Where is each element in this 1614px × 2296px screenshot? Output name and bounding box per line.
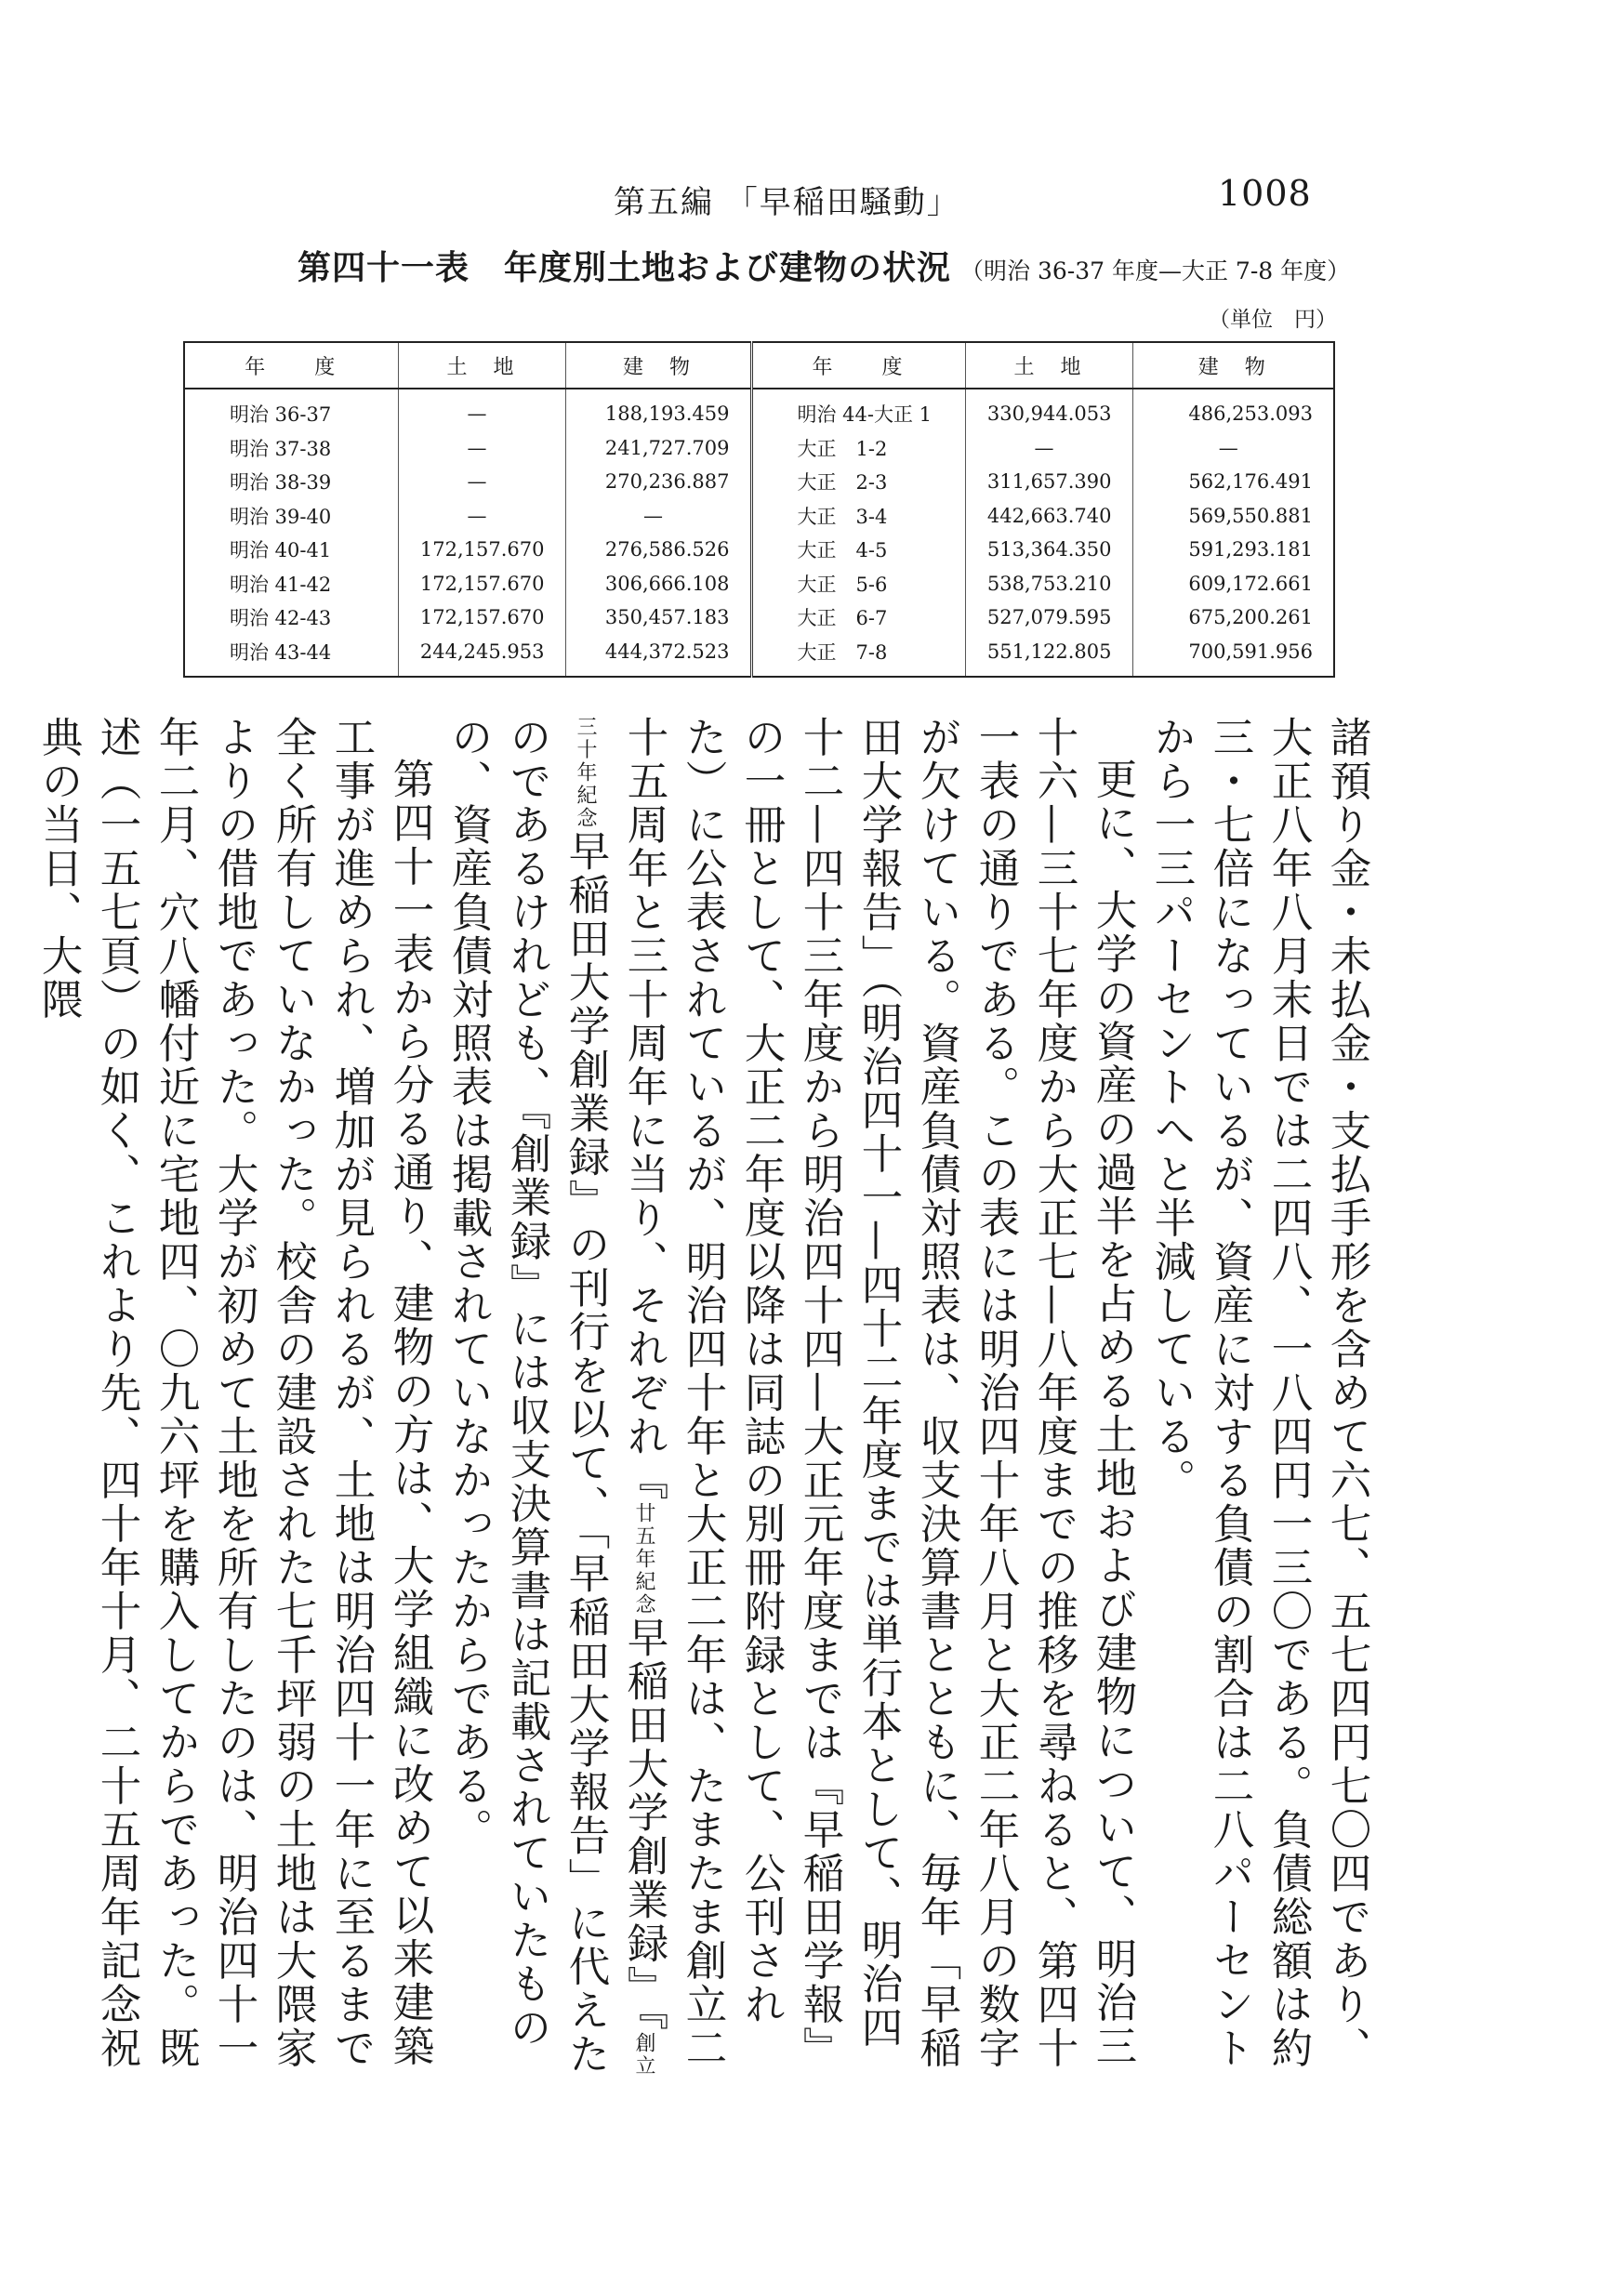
page-number: 1008	[1218, 173, 1312, 214]
header-land: 土 地	[965, 342, 1132, 389]
table-row	[184, 499, 1334, 534]
cell-buildings: 276,586.526	[565, 533, 751, 567]
running-header: 第五編 「早稲田騒動」	[614, 184, 960, 221]
cell-land: 172,157.670	[398, 600, 565, 635]
cell-fiscal-year: 大正 7-8	[751, 635, 965, 678]
cell-buildings: —	[565, 499, 751, 534]
cell-buildings: 270,236.887	[565, 465, 751, 499]
cell-fiscal-year: 明治 40-41	[184, 533, 398, 567]
land-buildings-table	[183, 341, 1335, 678]
table-row	[184, 567, 1334, 601]
cell-fiscal-year: 明治 36-37	[184, 389, 398, 431]
cell-fiscal-year: 明治 44-大正 1	[751, 389, 965, 431]
cell-land: 551,122.805	[965, 635, 1132, 678]
cell-buildings: 486,253.093	[1132, 389, 1334, 431]
cell-fiscal-year: 明治 41-42	[184, 567, 398, 601]
paragraph: 諸預り金・未払金・支払手形を含めて六七、五七四円七〇四であり、大正八年八月末日では二四八、一八四円一三〇である。負債総額は約三・七倍になっているが、資産に対する負債の割合は二八パーセントから一三パーセントへと半減している。	[1147, 716, 1370, 2070]
cell-buildings: 591,293.181	[1132, 533, 1334, 567]
cell-land: —	[965, 431, 1132, 466]
cell-land: 172,157.670	[398, 567, 565, 601]
cell-buildings: 188,193.459	[565, 389, 751, 431]
cell-land: —	[398, 389, 565, 431]
cell-fiscal-year: 大正 3-4	[751, 499, 965, 534]
cell-fiscal-year: 大正 4-5	[751, 533, 965, 567]
header-land: 土 地	[398, 342, 565, 389]
cell-land: 513,364.350	[965, 533, 1132, 567]
table-caption-title: 第四十一表 年度別土地および建物の状況	[298, 248, 952, 287]
cell-fiscal-year: 大正 2-3	[751, 465, 965, 499]
cell-fiscal-year: 明治 37-38	[184, 431, 398, 466]
cell-buildings: 241,727.709	[565, 431, 751, 466]
cell-buildings: 306,666.108	[565, 567, 751, 601]
inline-note: 廿五年紀念	[632, 1502, 655, 1616]
cell-buildings: 350,457.183	[565, 600, 751, 635]
cell-fiscal-year: 大正 5-6	[751, 567, 965, 601]
table-row	[184, 533, 1334, 567]
cell-fiscal-year: 明治 38-39	[184, 465, 398, 499]
cell-land: —	[398, 465, 565, 499]
cell-land: 538,753.210	[965, 567, 1132, 601]
table-row	[184, 635, 1334, 678]
table-caption	[298, 242, 1350, 289]
header-buildings: 建 物	[565, 342, 751, 389]
paragraph	[439, 716, 1142, 2082]
cell-land: 330,944.053	[965, 389, 1132, 431]
cell-land: —	[398, 499, 565, 534]
unit-note: （単位 円）	[1209, 308, 1337, 332]
paragraph-text: 早稲田大学創業録』の刊行を以て、「早稲田大学報告」に代えたのであるけれども、『創業録』には収支決算書は記載されていたものの、資産負債対照表は掲載されていなかったからである。	[444, 716, 609, 2077]
table-header-row	[184, 342, 1334, 389]
paragraph-text: 更に、大学の資産の過半を占める土地および建物について、明治三十六—三十七年度から大正七—八年度までの推移を尋ねると、第四十一表の通りである。この表には明治四十年八月と大正二年八月の数字が欠けている。資産負債対照表は、収支決算書とともに、毎年「早稲田大学報告」（明治四十一—四十二年度までは単行本として、明治四十二—四十三年度から明治四十四—大正元年度までは『早稲田学報』の一冊として、大正二年度以降は同誌の別冊附録として、公刊された）に公表されているが、明治四十年と大正二年は、たまたま創立二十五周年と三十周年に当り、それぞれ『	[620, 716, 1136, 2070]
table-caption-period: （明治 36-37 年度—大正 7-8 年度）	[960, 257, 1351, 284]
cell-buildings: 675,200.261	[1132, 600, 1334, 635]
paragraph-text: 早稲田大学創業録』『	[620, 1616, 668, 2033]
cell-land: 442,663.740	[965, 499, 1132, 534]
cell-fiscal-year: 大正 1-2	[751, 431, 965, 466]
cell-land: 527,079.595	[965, 600, 1132, 635]
body-text	[34, 716, 1376, 2082]
cell-buildings: 700,591.956	[1132, 635, 1334, 678]
table-row	[184, 389, 1334, 431]
inline-note: 創立三十年紀念	[574, 716, 655, 2078]
header-fiscal-year: 年 度	[184, 342, 398, 389]
cell-land: 311,657.390	[965, 465, 1132, 499]
cell-fiscal-year: 明治 43-44	[184, 635, 398, 678]
cell-land: —	[398, 431, 565, 466]
table-row	[184, 431, 1334, 466]
table-row	[184, 465, 1334, 499]
table-row	[184, 600, 1334, 635]
cell-fiscal-year: 大正 6-7	[751, 600, 965, 635]
cell-fiscal-year: 明治 42-43	[184, 600, 398, 635]
cell-buildings: 562,176.491	[1132, 465, 1334, 499]
cell-fiscal-year: 明治 39-40	[184, 499, 398, 534]
cell-buildings: 444,372.523	[565, 635, 751, 678]
cell-land: 244,245.953	[398, 635, 565, 678]
cell-buildings: 569,550.881	[1132, 499, 1334, 534]
paragraph: 第四十一表から分る通り、建物の方は、大学組織に改めて以来建築工事が進められ、増加が見られるが、土地は明治四十一年に至るまで全く所有していなかった。校舎の建設された七千坪弱の土地は大隈家よりの借地であった。大学が初めて土地を所有したのは、明治四十一年二月、穴八幡付近に宅地四、〇九六坪を購入してからであった。既述（一五七頁）の如く、これより先、四十年十月、二十五周年記念祝典の当日、大隈	[34, 716, 433, 2070]
cell-buildings: 609,172.661	[1132, 567, 1334, 601]
cell-land: 172,157.670	[398, 533, 565, 567]
header-buildings: 建 物	[1132, 342, 1334, 389]
cell-buildings: —	[1132, 431, 1334, 466]
header-fiscal-year: 年 度	[751, 342, 965, 389]
